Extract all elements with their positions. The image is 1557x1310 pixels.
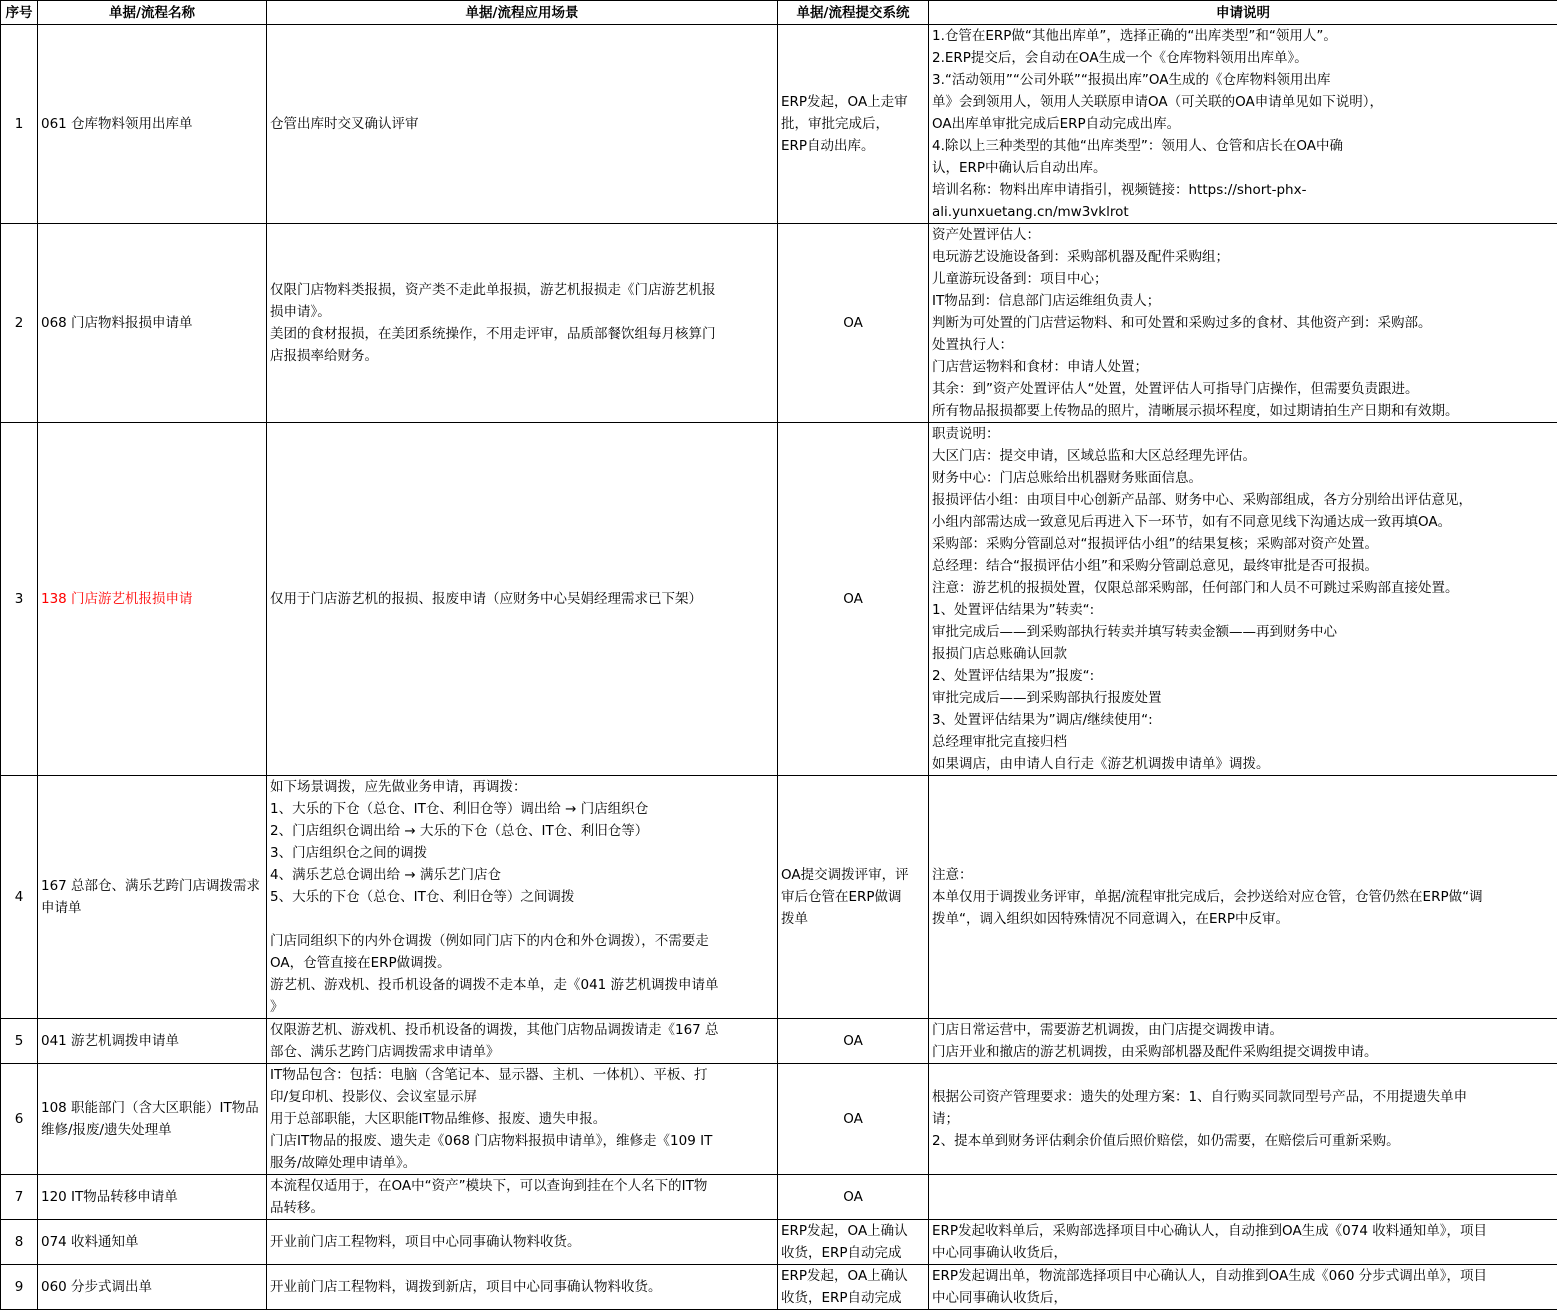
cell-line: 品转移。 bbox=[270, 1197, 774, 1219]
process-name bbox=[38, 25, 267, 224]
process-name bbox=[38, 423, 267, 776]
process-name bbox=[38, 1220, 267, 1265]
process-system bbox=[778, 1064, 929, 1175]
cell-line: 大区门店：提交申请，区域总监和大区总经理先评估。 bbox=[932, 445, 1554, 467]
cell-line: 审批完成后——到采购部执行报废处置 bbox=[932, 687, 1554, 709]
cell-line: 单》会到领用人，领用人关联原申请OA（可关联的OA申请单见如下说明）， bbox=[932, 91, 1554, 113]
table-row bbox=[1, 423, 1557, 776]
cell-line: 职责说明： bbox=[932, 423, 1554, 445]
process-description bbox=[929, 1064, 1557, 1175]
table-row bbox=[1, 1175, 1557, 1220]
cell-line: ERP发起，OA上确认 bbox=[781, 1220, 925, 1242]
cell-line: ERP发起调出单，物流部选择项目中心确认人，自动推到OA生成《060 分步式调出单》，项目 bbox=[932, 1265, 1554, 1287]
process-scene bbox=[267, 1265, 778, 1310]
header-row bbox=[1, 1, 1557, 25]
cell-line: 其余：到”资产处置评估人“处置，处置评估人可指导门店操作，但需要负责跟进。 bbox=[932, 378, 1554, 400]
header-name: 单据/流程名称 bbox=[38, 1, 267, 25]
cell-line: 2、门店组织仓调出给 → 大乐的下仓（总仓、IT仓、利旧仓等） bbox=[270, 820, 774, 842]
cell-line: 本单仅用于调拨业务评审，单据/流程审批完成后，会抄送给对应仓管，仓管仍然在ERP做“调 bbox=[932, 886, 1554, 908]
cell-line: 3、处置评估结果为”调店/继续使用“: bbox=[932, 709, 1554, 731]
cell-line: 》 bbox=[270, 996, 774, 1018]
process-description bbox=[929, 1220, 1557, 1265]
process-description bbox=[929, 423, 1557, 776]
cell-line: 印/复印机、投影仪、会议室显示屏 bbox=[270, 1086, 774, 1108]
cell-line: 2.ERP提交后，会自动在OA生成一个《仓库物料领用出库单》。 bbox=[932, 47, 1554, 69]
process-name-text: 060 分步式调出单 bbox=[41, 1276, 263, 1298]
cell-line: 门店同组织下的内外仓调拨（例如同门店下的内仓和外仓调拨），不需要走 bbox=[270, 930, 774, 952]
cell-line: 批，审批完成后， bbox=[781, 113, 925, 135]
cell-line: 门店营运物料和食材：申请人处置； bbox=[932, 356, 1554, 378]
header-num: 序号 bbox=[1, 1, 38, 25]
cell-line: ali.yunxuetang.cn/mw3vklrot bbox=[932, 201, 1554, 223]
cell-line: 4、满乐艺总仓调出给 → 满乐艺门店仓 bbox=[270, 864, 774, 886]
process-scene bbox=[267, 224, 778, 423]
cell-line: 报损门店总账确认回款 bbox=[932, 643, 1554, 665]
header-system: 单据/流程提交系统 bbox=[778, 1, 929, 25]
cell-line: ERP发起，OA上确认 bbox=[781, 1265, 925, 1287]
cell-line: 资产处置评估人： bbox=[932, 224, 1554, 246]
header-scene: 单据/流程应用场景 bbox=[267, 1, 778, 25]
process-scene bbox=[267, 776, 778, 1019]
cell-line: 仓管出库时交叉确认评审 bbox=[270, 113, 774, 135]
process-description bbox=[929, 25, 1557, 224]
cell-line: 3.“活动领用”“公司外联”“报损出库”OA生成的《仓库物料领用出库 bbox=[932, 69, 1554, 91]
process-system bbox=[778, 224, 929, 423]
process-name bbox=[38, 1265, 267, 1310]
cell-line: 2、提本单到财务评估剩余价值后照价赔偿，如仍需要，在赔偿后可重新采购。 bbox=[932, 1130, 1554, 1152]
process-name bbox=[38, 224, 267, 423]
cell-line bbox=[270, 908, 774, 930]
cell-line: 根据公司资产管理要求：遗失的处理方案：1、自行购买同款同型号产品，不用提遗失单申 bbox=[932, 1086, 1554, 1108]
row-number: 1 bbox=[1, 25, 38, 224]
cell-line: 审批完成后——到采购部执行转卖并填写转卖金额——再到财务中心 bbox=[932, 621, 1554, 643]
cell-line: 处置执行人： bbox=[932, 334, 1554, 356]
process-scene bbox=[267, 25, 778, 224]
cell-line: OA提交调拨评审，评 bbox=[781, 864, 925, 886]
cell-line: OA bbox=[781, 1108, 925, 1130]
process-description bbox=[929, 1019, 1557, 1064]
cell-line: ERP发起收料单后，采购部选择项目中心确认人，自动推到OA生成《074 收料通知单》，项目 bbox=[932, 1220, 1554, 1242]
cell-line: 用于总部职能，大区职能IT物品维修、报废、遗失申报。 bbox=[270, 1108, 774, 1130]
cell-line: 如果调店，由申请人自行走《游艺机调拨申请单》调拨。 bbox=[932, 753, 1554, 775]
cell-line: 培训名称：物料出库申请指引，视频链接：https://short-phx- bbox=[932, 179, 1554, 201]
process-name bbox=[38, 776, 267, 1019]
process-scene bbox=[267, 1220, 778, 1265]
process-name-text: 138 门店游艺机报损申请 bbox=[41, 588, 263, 610]
table-row bbox=[1, 1019, 1557, 1064]
cell-line: 美团的食材报损，在美团系统操作，不用走评审，品质部餐饮组每月核算门 bbox=[270, 323, 774, 345]
process-description bbox=[929, 1175, 1557, 1220]
row-number: 7 bbox=[1, 1175, 38, 1220]
table-row bbox=[1, 1064, 1557, 1175]
process-system bbox=[778, 1220, 929, 1265]
process-description bbox=[929, 224, 1557, 423]
cell-line: 1.仓管在ERP做“其他出库单”，选择正确的“出库类型”和“领用人”。 bbox=[932, 25, 1554, 47]
cell-line: 判断为可处置的门店营运物料、和可处置和采购过多的食材、其他资产到：采购部。 bbox=[932, 312, 1554, 334]
cell-line: 门店开业和撤店的游艺机调拨，由采购部机器及配件采购组提交调拨申请。 bbox=[932, 1041, 1554, 1063]
table-row bbox=[1, 1265, 1557, 1310]
table-row bbox=[1, 25, 1557, 224]
header-desc: 申请说明 bbox=[929, 1, 1557, 25]
process-name-text: 120 IT物品转移申请单 bbox=[41, 1186, 263, 1208]
cell-line: 服务/故障处理申请单》。 bbox=[270, 1152, 774, 1174]
cell-line: 儿童游玩设备到：项目中心； bbox=[932, 268, 1554, 290]
cell-line: 开业前门店工程物料，项目中心同事确认物料收货。 bbox=[270, 1231, 774, 1253]
cell-line: 2、处置评估结果为”报废“: bbox=[932, 665, 1554, 687]
cell-line: OA，仓管直接在ERP做调拨。 bbox=[270, 952, 774, 974]
process-name-text: 068 门店物料报损申请单 bbox=[41, 312, 263, 334]
cell-line: ERP发起，OA上走审 bbox=[781, 91, 925, 113]
cell-line: 请； bbox=[932, 1108, 1554, 1130]
cell-line: 采购部：采购分管副总对“报损评估小组”的结果复核；采购部对资产处置。 bbox=[932, 533, 1554, 555]
cell-line: 审后仓管在ERP做调 bbox=[781, 886, 925, 908]
cell-line: 仅限门店物料类报损，资产类不走此单报损，游艺机报损走《门店游艺机报 bbox=[270, 279, 774, 301]
cell-line: 总经理：结合“报损评估小组”和采购分管副总意见，最终审批是否可报损。 bbox=[932, 555, 1554, 577]
cell-line: 店报损率给财务。 bbox=[270, 345, 774, 367]
cell-line: 注意：游艺机的报损处置，仅限总部采购部，任何部门和人员不可跳过采购部直接处置。 bbox=[932, 577, 1554, 599]
cell-line: 门店日常运营中，需要游艺机调拨，由门店提交调拨申请。 bbox=[932, 1019, 1554, 1041]
cell-line: OA出库单审批完成后ERP自动完成出库。 bbox=[932, 113, 1554, 135]
cell-line: 报损评估小组：由项目中心创新产品部、财务中心、采购部组成，各方分别给出评估意见， bbox=[932, 489, 1554, 511]
cell-line: 门店IT物品的报废、遗失走《068 门店物料报损申请单》，维修走《109 IT bbox=[270, 1130, 774, 1152]
cell-line: 1、大乐的下仓（总仓、IT仓、利旧仓等）调出给 → 门店组织仓 bbox=[270, 798, 774, 820]
table-row bbox=[1, 1220, 1557, 1265]
process-system bbox=[778, 423, 929, 776]
row-number: 4 bbox=[1, 776, 38, 1019]
cell-line: 中心同事确认收货后， bbox=[932, 1242, 1554, 1264]
row-number: 3 bbox=[1, 423, 38, 776]
cell-line: 拨单“，调入组织如因特殊情况不同意调入，在ERP中反审。 bbox=[932, 908, 1554, 930]
process-scene bbox=[267, 1175, 778, 1220]
cell-line: 游艺机、游戏机、投币机设备的调拨不走本单，走《041 游艺机调拨申请单 bbox=[270, 974, 774, 996]
process-system bbox=[778, 1265, 929, 1310]
process-system bbox=[778, 25, 929, 224]
process-scene bbox=[267, 1019, 778, 1064]
cell-line: 注意： bbox=[932, 864, 1554, 886]
cell-line: 收货，ERP自动完成 bbox=[781, 1287, 925, 1309]
row-number: 6 bbox=[1, 1064, 38, 1175]
cell-line: 开业前门店工程物料，调拨到新店，项目中心同事确认物料收货。 bbox=[270, 1276, 774, 1298]
cell-line: 4.除以上三种类型的其他“出库类型”：领用人、仓管和店长在OA中确 bbox=[932, 135, 1554, 157]
process-name-text: 041 游艺机调拨申请单 bbox=[41, 1030, 263, 1052]
cell-line: 部仓、满乐艺跨门店调拨需求申请单》 bbox=[270, 1041, 774, 1063]
cell-line: 本流程仅适用于，在OA中“资产”模块下，可以查询到挂在个人名下的IT物 bbox=[270, 1175, 774, 1197]
cell-line: 财务中心：门店总账给出机器财务账面信息。 bbox=[932, 467, 1554, 489]
cell-line: OA bbox=[781, 588, 925, 610]
cell-line: ERP自动出库。 bbox=[781, 135, 925, 157]
process-system bbox=[778, 1019, 929, 1064]
process-name-text: 167 总部仓、满乐艺跨门店调拨需求申请单 bbox=[41, 875, 263, 919]
cell-line: 认，ERP中确认后自动出库。 bbox=[932, 157, 1554, 179]
cell-line: 5、大乐的下仓（总仓、IT仓、利旧仓等）之间调拨 bbox=[270, 886, 774, 908]
table-row bbox=[1, 224, 1557, 423]
table-row bbox=[1, 776, 1557, 1019]
cell-line: 仅用于门店游艺机的报损、报废申请（应财务中心吴娟经理需求已下架） bbox=[270, 588, 774, 610]
cell-line: IT物品到：信息部门店运维组负责人； bbox=[932, 290, 1554, 312]
cell-line: 损申请》。 bbox=[270, 301, 774, 323]
cell-line: 总经理审批完直接归档 bbox=[932, 731, 1554, 753]
process-system bbox=[778, 776, 929, 1019]
row-number: 5 bbox=[1, 1019, 38, 1064]
process-name-text: 108 职能部门（含大区职能）IT物品维修/报废/遗失处理单 bbox=[41, 1097, 263, 1141]
cell-line: 中心同事确认收货后， bbox=[932, 1287, 1554, 1309]
cell-line: 仅限游艺机、游戏机、投币机设备的调拨，其他门店物品调拨请走《167 总 bbox=[270, 1019, 774, 1041]
row-number: 8 bbox=[1, 1220, 38, 1265]
process-name bbox=[38, 1019, 267, 1064]
cell-line: IT物品包含：包括：电脑（含笔记本、显示器、主机、一体机）、平板、打 bbox=[270, 1064, 774, 1086]
process-name-text: 074 收料通知单 bbox=[41, 1231, 263, 1253]
process-name bbox=[38, 1175, 267, 1220]
process-description bbox=[929, 776, 1557, 1019]
cell-line: 小组内部需达成一致意见后再进入下一环节，如有不同意见线下沟通达成一致再填OA。 bbox=[932, 511, 1554, 533]
cell-line: 拨单 bbox=[781, 908, 925, 930]
cell-line: 1、处置评估结果为”转卖“: bbox=[932, 599, 1554, 621]
cell-line: OA bbox=[781, 312, 925, 334]
cell-line: OA bbox=[781, 1186, 925, 1208]
cell-line: OA bbox=[781, 1030, 925, 1052]
process-name-text: 061 仓库物料领用出库单 bbox=[41, 113, 263, 135]
process-system bbox=[778, 1175, 929, 1220]
process-name bbox=[38, 1064, 267, 1175]
process-scene bbox=[267, 423, 778, 776]
cell-line: 电玩游艺设施设备到：采购部机器及配件采购组； bbox=[932, 246, 1554, 268]
process-scene bbox=[267, 1064, 778, 1175]
cell-line: 如下场景调拨，应先做业务申请，再调拨： bbox=[270, 776, 774, 798]
cell-line: 所有物品报损都要上传物品的照片，清晰展示损坏程度，如过期请拍生产日期和有效期。 bbox=[932, 400, 1554, 422]
process-description bbox=[929, 1265, 1557, 1310]
row-number: 9 bbox=[1, 1265, 38, 1310]
row-number: 2 bbox=[1, 224, 38, 423]
cell-line: 收货，ERP自动完成 bbox=[781, 1242, 925, 1264]
cell-line: 3、门店组织仓之间的调拨 bbox=[270, 842, 774, 864]
